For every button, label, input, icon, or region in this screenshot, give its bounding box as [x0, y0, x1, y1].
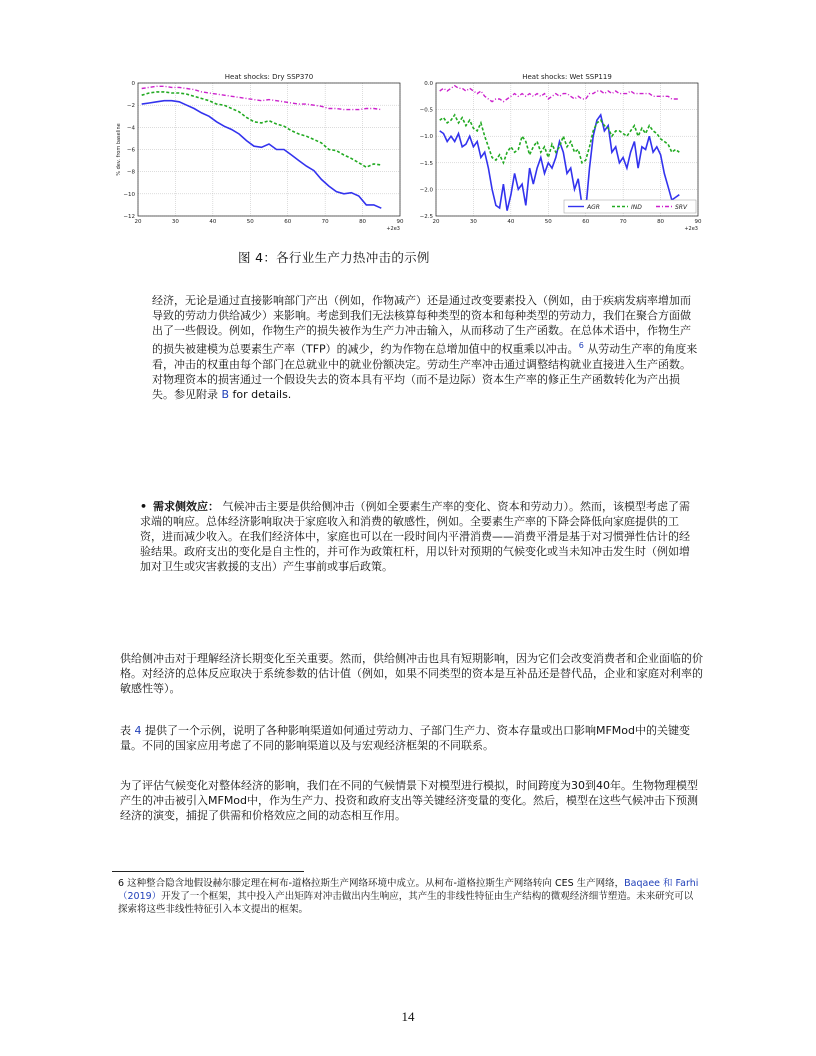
- y-tick-label: −8: [126, 169, 135, 176]
- x-tick-label: 80: [657, 219, 665, 225]
- citation-baqaee-farhi-link[interactable]: Baqaee 和 Farhi （2019）: [118, 878, 699, 902]
- series-line-agr: [440, 115, 680, 211]
- chart-dry-ssp370-svg: [112, 72, 404, 234]
- y-tick-label: 0: [131, 81, 135, 87]
- footnote-number: 6: [118, 878, 125, 889]
- x-tick-label: 30: [469, 219, 477, 225]
- x-tick-label: 60: [284, 219, 292, 225]
- y-axis-label: % dev. from baseline: [116, 123, 122, 176]
- bullet-text: 气候冲击主要是供给侧冲击（例如全要素生产率的变化、资本和劳动力）。然而，该模型考虑了需求端的响应。总体经济影响取决于家庭收入和消费的敏感性，例如。全要素生产率的下降会降低向家庭提供的工资，进而减少收入。在我们经济体中，家庭也可以在一段时间内平滑消费——消费平滑是基于对习惯弹性估计的经验结果。政府支出的变化是自主性的，并可作为政策杠杆，用以针对预期的气候变化或当未知冲击发生时（例如增加对卫生或灾害救援的支出）产生事前或事后政策。: [140, 500, 691, 573]
- footnote-text-b: 开发了一个框架，其中投入产出矩阵对冲击做出内生响应，其产生的非线性特征由生产结构的微观经济细节塑造。未来研究可以探索将这些非线性特征引入本文提出的框架。: [118, 891, 694, 915]
- legend-label-agr: AGR: [587, 204, 600, 211]
- series-line-agr: [142, 101, 382, 209]
- y-tick-label: −2: [126, 103, 135, 110]
- series-line-srv: [142, 86, 382, 109]
- legend-label-ind: IND: [631, 204, 642, 211]
- paragraph-aggregation: [152, 293, 700, 402]
- x-offset-label: +2e3: [386, 226, 400, 232]
- p1-text-c: for details.: [229, 387, 292, 401]
- y-tick-label: −4: [126, 125, 135, 132]
- paragraph-table-ref: [120, 723, 704, 753]
- p4-text-b: 提供了一个示例，说明了各种影响渠道如何通过劳动力、子部门生产力、资本存量或出口影响MFMod中的关键变量。不同的国家应用考虑了不同的影响渠道以及与宏观经济框架的不同联系。: [120, 724, 691, 752]
- footnote-text-a: 这种整合隐含地假设赫尔滕定理在柯布-道格拉斯生产网络环境中成立。从柯布-道格拉斯生产网络转向 CES 生产网络，: [124, 878, 625, 889]
- p1-text-a: 经济，无论是通过直接影响部门产出（例如，作物减产）还是通过改变要素投入（例如，由于疾病发病率增加而导致的劳动力供给减少）来影响。考虑到我们无法核算每种类型的资本和每种类型的劳动力，我们在聚合方面做出了一些假设。例如，作物生产的损失被作为生产力冲击输入，从而移动了生产函数。在总体术语中，作物生产的损失被建模为总要素生产率（TFP）的减少，约为作物在总增加值中的权重乘以冲击。: [152, 294, 691, 356]
- x-tick-label: 80: [359, 219, 367, 225]
- paragraph-supply-shocks: 供给侧冲击对于理解经济长期变化至关重要。然而，供给侧冲击也具有短期影响，因为它们会改变消费者和企业面临的价格。对经济的总体反应取决于系统参数的估计值（例如，如果不同类型的资本是互补品还是替代品，企业和家庭对利率的敏感性等）。: [120, 652, 703, 695]
- chart-wet-ssp119: [408, 72, 704, 238]
- chart-dry-ssp370: [112, 72, 404, 238]
- chart-title: Heat shocks: Wet SSP119: [522, 73, 612, 81]
- x-tick-label: 90: [396, 219, 404, 225]
- y-tick-label: −0.5: [419, 107, 433, 114]
- p4-text-a: 表: [120, 724, 135, 737]
- paragraph-simulation: 为了评估气候变化对整体经济的影响，我们在不同的气候情景下对模型进行模拟，时间跨度为30到40年。生物物理模型产生的冲击被引入MFMod中，作为生产力、投资和政府支出等关键经济变量的变化。然后，模型在这些气候冲击下预测经济的演变，捕捉了供需和价格效应之间的动态相互作用。: [120, 779, 699, 822]
- x-tick-label: 60: [582, 219, 590, 225]
- y-tick-label: −6: [126, 147, 135, 154]
- y-tick-label: −1.0: [419, 134, 433, 141]
- y-tick-label: −2.5: [419, 214, 433, 220]
- bullet-heading: 需求侧效应：: [153, 500, 220, 513]
- x-tick-label: 70: [321, 219, 329, 225]
- x-tick-label: 50: [544, 219, 552, 225]
- x-offset-label: +2e3: [684, 226, 698, 232]
- x-tick-label: 20: [134, 219, 142, 225]
- x-tick-label: 40: [209, 219, 217, 225]
- chart-wet-ssp119-svg: [408, 72, 704, 234]
- bullet-marker: •: [140, 500, 148, 513]
- page-number: 14: [401, 1009, 415, 1024]
- footnote-6: [118, 877, 702, 916]
- series-line-srv: [440, 86, 680, 102]
- series-line-ind: [440, 115, 680, 163]
- y-tick-label: −10: [123, 191, 135, 198]
- y-tick-label: −2.0: [419, 187, 433, 194]
- x-tick-label: 30: [171, 219, 179, 225]
- x-tick-label: 50: [246, 219, 254, 225]
- legend-label-srv: SRV: [675, 204, 688, 211]
- footnote-rule: [112, 871, 304, 872]
- footnote-ref-6[interactable]: 6: [578, 341, 584, 350]
- bullet-demand-side: [140, 499, 700, 574]
- y-tick-label: −12: [123, 214, 135, 220]
- y-tick-label: 0.0: [424, 81, 433, 87]
- appendix-b-link[interactable]: B: [221, 387, 230, 401]
- x-tick-label: 70: [619, 219, 627, 225]
- figure-caption: 图 4：各行业生产力热冲击的示例: [238, 250, 430, 265]
- x-tick-label: 20: [432, 219, 440, 225]
- chart-title: Heat shocks: Dry SSP370: [224, 73, 314, 81]
- y-tick-label: −1.5: [419, 160, 433, 167]
- series-line-ind: [142, 92, 382, 167]
- x-tick-label: 40: [507, 219, 515, 225]
- x-tick-label: 90: [694, 219, 702, 225]
- table-4-link[interactable]: 4: [134, 724, 142, 737]
- p1-text-b: 从劳动生产率的角度来看，冲击的权重由每个部门在总就业中的就业份额决定。劳动生产率冲击通过调整结构就业直接进入生产函数。对物理资本的损害通过一个假设失去的资本具有平均（而不是边际）资本生产率的修正生产函数转化为产出损失。参见附录: [152, 342, 698, 401]
